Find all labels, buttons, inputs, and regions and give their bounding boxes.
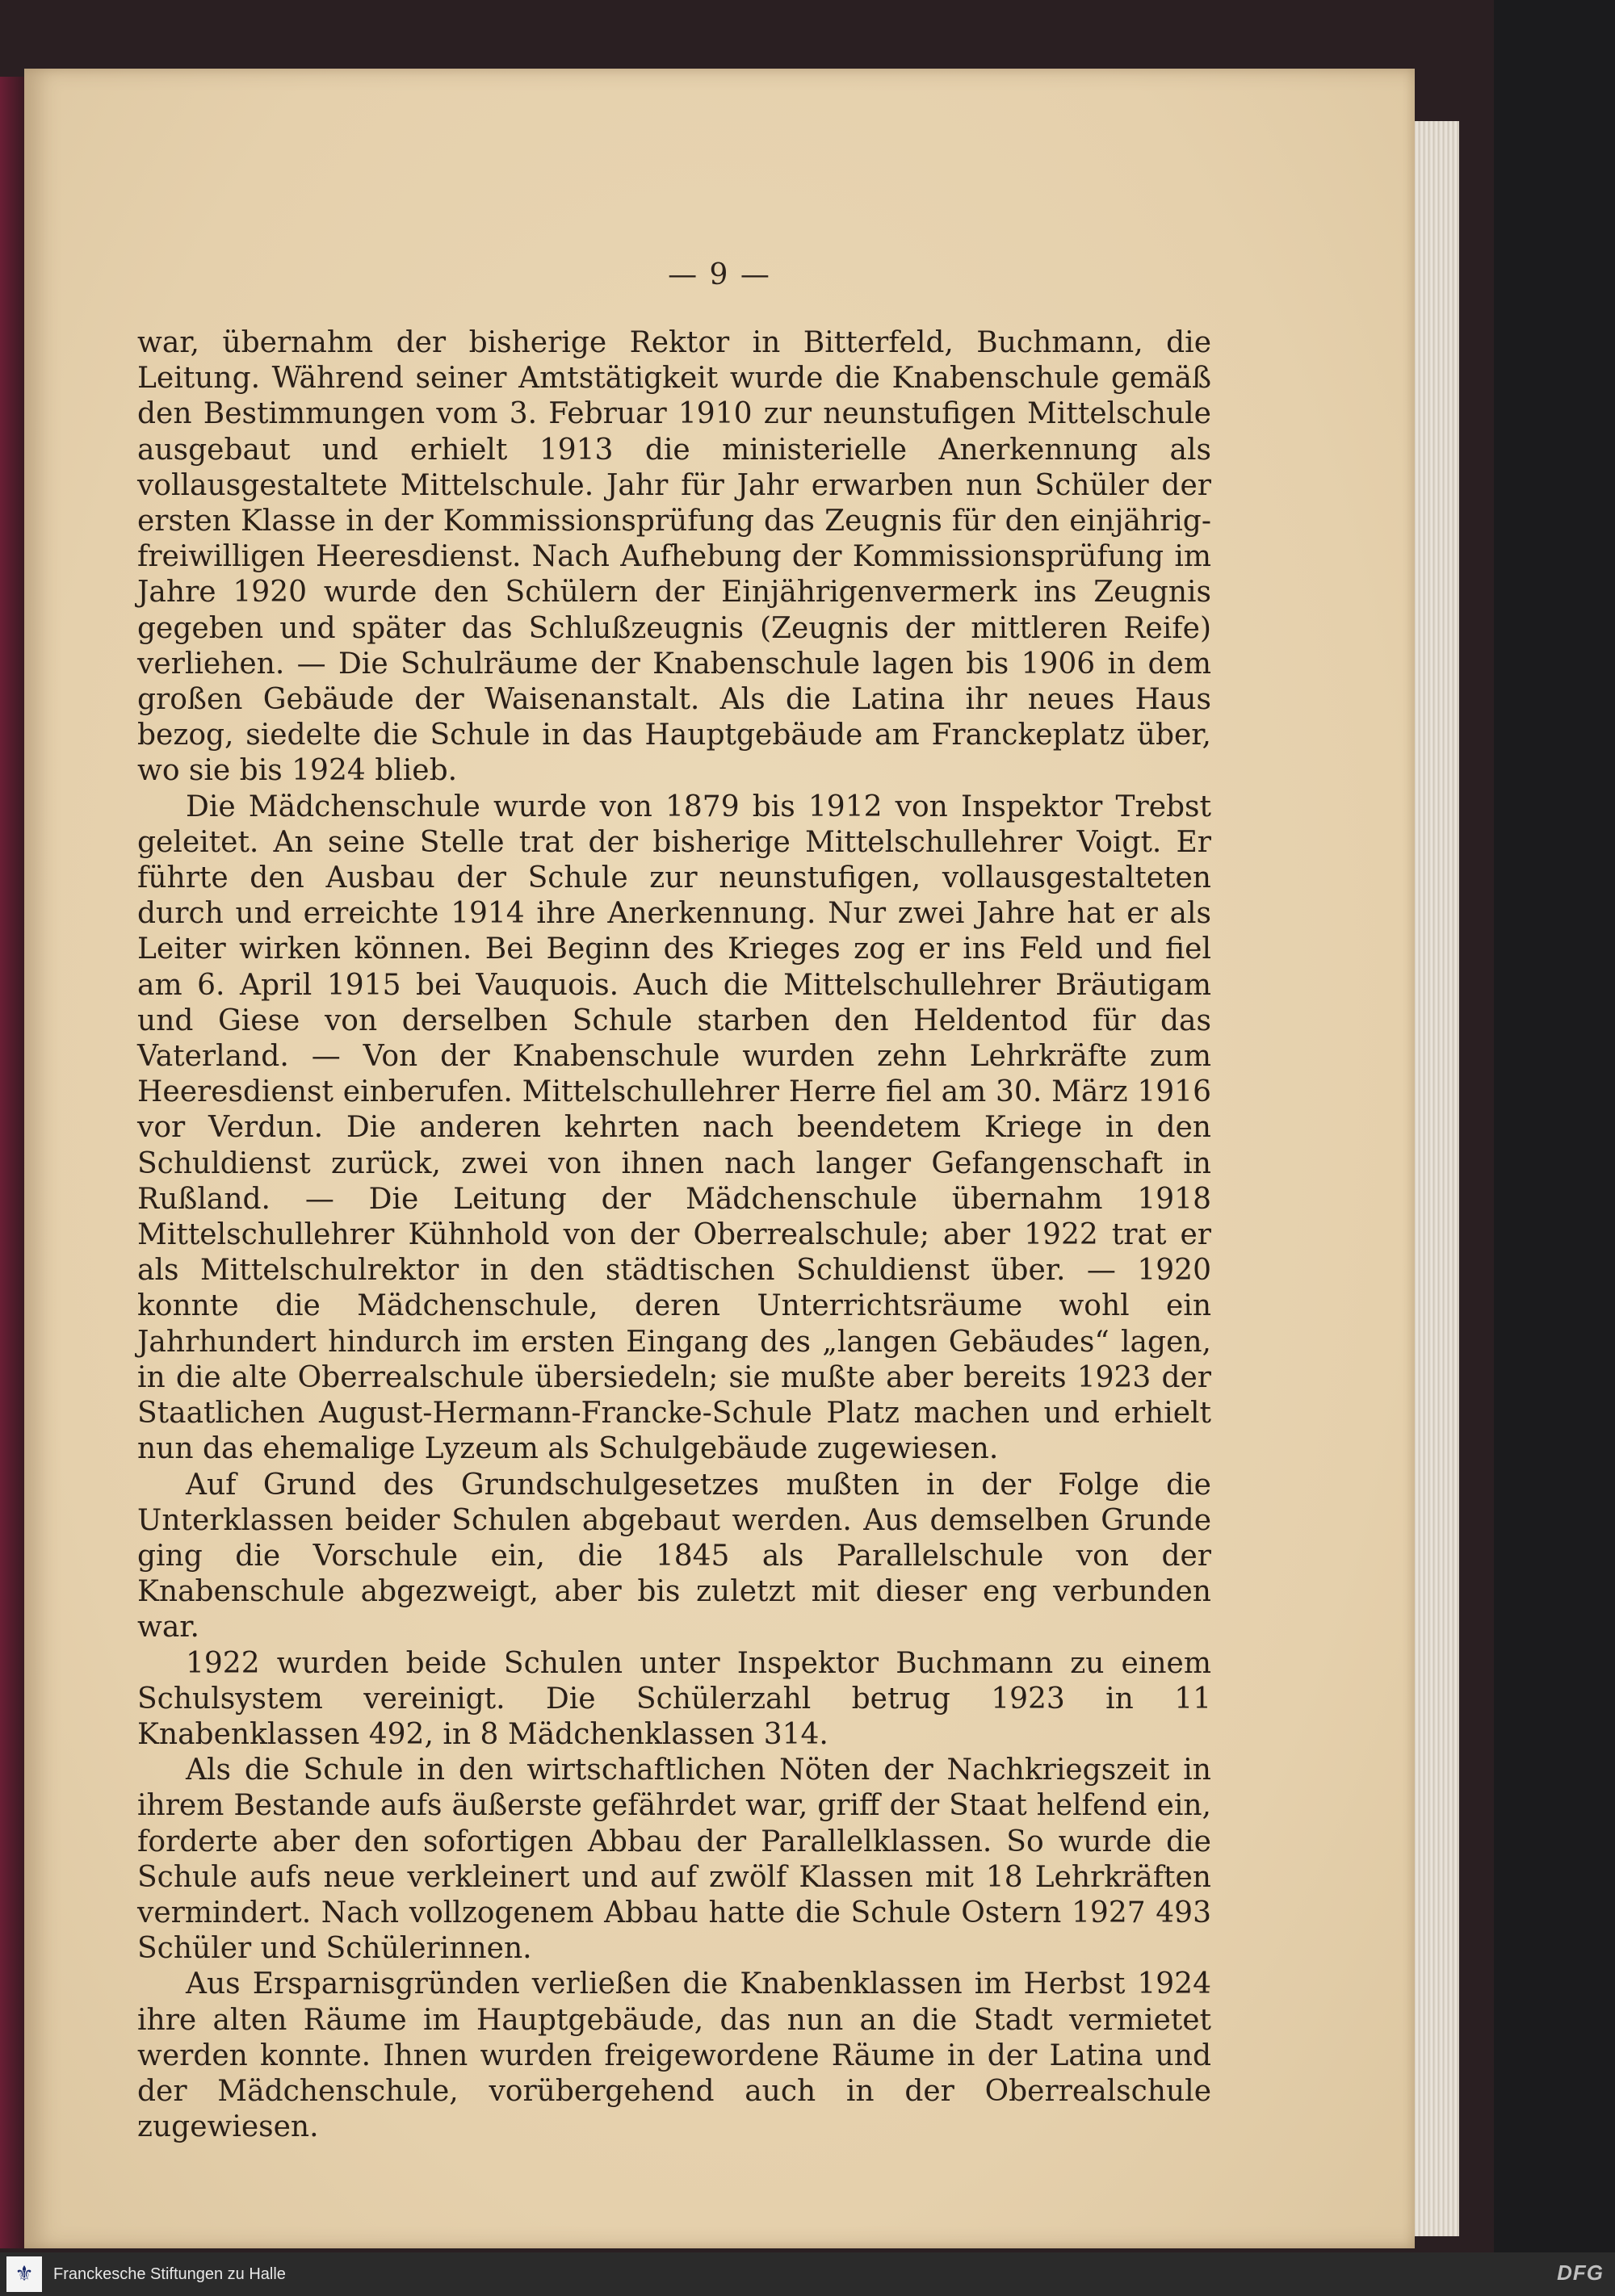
page-edges xyxy=(1415,121,1459,2236)
body-text xyxy=(137,325,1211,2145)
paragraph-2: Die Mädchenschule wurde von 1879 bis 1912 von Inspektor Trebst geleitet. An seine Stelle trat der bisherige Mittelschullehrer Voigt. Er führte den Ausbau der Schule zur neunstufigen, vollausgestalteten durch und erreichte 1914 ihre Anerkennung. Nur zwei Jahre hat er als Leiter wirken können. Bei Beginn des Krieges zog er ins Feld und fiel am 6. April 1915 bei Vauquois. Auch die Mittelschullehrer Bräutigam und Giese von derselben Schule starben den Heldentod für das Vaterland. — Von der Knabenschule wurden zehn Lehrkräfte zum Heeresdienst einberufen. Mittelschullehrer Herre fiel am 30. März 1916 vor Verdun. Die anderen kehrten nach beendetem Kriege in den Schuldienst zurück, zwei von ihnen nach langer Gefangenschaft in Rußland. — Die Leitung der Mädchenschule übernahm 1918 Mittelschullehrer Kühnhold von der Oberrealschule; aber 1922 trat er als Mittelschulrektor in den städtischen Schuldienst über. — 1920 konnte die Mädchenschule, deren Unterrichtsräume wohl ein Jahrhundert hindurch im ersten Eingang des „langen Gebäudes“ lagen, in die alte Oberrealschule übersiedeln; sie mußte aber bereits 1923 der Staatlichen August-Hermann-Francke-Schule Platz machen und erhielt nun das ehemalige Lyzeum als Schulgebäude zugewiesen. xyxy=(137,790,1211,1466)
paragraph-4: 1922 wurden beide Schulen unter Inspektor Buchmann zu einem Schulsystem vereinigt. Die Schülerzahl betrug 1923 in 11 Knabenklassen 492, in 8 Mädchenklassen 314. xyxy=(137,1646,1211,1751)
paragraph-6: Aus Ersparnisgründen verließen die Knabenklassen im Herbst 1924 ihre alten Räume im Hauptgebäude, das nun an die Stadt vermietet werden konnte. Ihnen wurden freigewordene Räume in der Latina und der Mädchenschule, vorübergehend auch in der Oberrealschule zugewiesen. xyxy=(137,1967,1211,2144)
paragraph-5: Als die Schule in den wirtschaftlichen Nöten der Nachkriegszeit in ihrem Bestande aufs äußerste gefährdet war, griff der Staat helfend ein, forderte aber den sofortigen Abbau der Parallelklassen. So wurde die Schule aufs neue verkleinert und auf zwölf Klassen mit 18 Lehrkräften vermindert. Nach vollzogenem Abbau hatte die Schule Ostern 1927 493 Schüler und Schülerinnen. xyxy=(137,1753,1211,1966)
book-spine-edge xyxy=(0,77,24,2248)
viewer-footer xyxy=(0,2252,1615,2296)
crest-icon: ⚜ xyxy=(6,2256,42,2292)
page-number: — 9 — xyxy=(668,258,771,291)
paragraph-3: Auf Grund des Grundschulgesetzes mußten in der Folge die Unterklassen beider Schulen abgebaut werden. Aus demselben Grunde ging die Vorschule ein, die 1845 als Parallelschule von der Knabenschule abgezweigt, aber bis zuletzt mit dieser eng verbunden war. xyxy=(137,1468,1211,1644)
institution-label: Franckesche Stiftungen zu Halle xyxy=(53,2265,286,2283)
dfg-logo: DFG xyxy=(1557,2260,1604,2285)
paragraph-1: war, übernahm der bisherige Rektor in Bitterfeld, Buchmann, die Leitung. Während seiner Amtstätigkeit wurde die Knabenschule gemäß den Bestimmungen vom 3. Februar 1910 zur neunstufigen Mittelschule ausgebaut und erhielt 1913 die ministerielle Anerkennung als vollausgestaltete Mittelschule. Jahr für Jahr erwarben nun Schüler der ersten Klasse in der Kommissionsprüfung das Zeugnis für den einjährig-freiwilligen Heeresdienst. Nach Aufhebung der Kommissionsprüfung im Jahre 1920 wurde den Schülern der Einjährigenvermerk ins Zeugnis gegeben und später das Schlußzeugnis (Zeugnis der mittleren Reife) verliehen. — Die Schulräume der Knabenschule lagen bis 1906 in dem großen Gebäude der Waisenanstalt. Als die Latina ihr neues Haus bezog, siedelte die Schule in das Hauptgebäude am Franckeplatz über, wo sie bis 1924 blieb. xyxy=(137,326,1211,788)
scanned-page xyxy=(24,69,1415,2248)
